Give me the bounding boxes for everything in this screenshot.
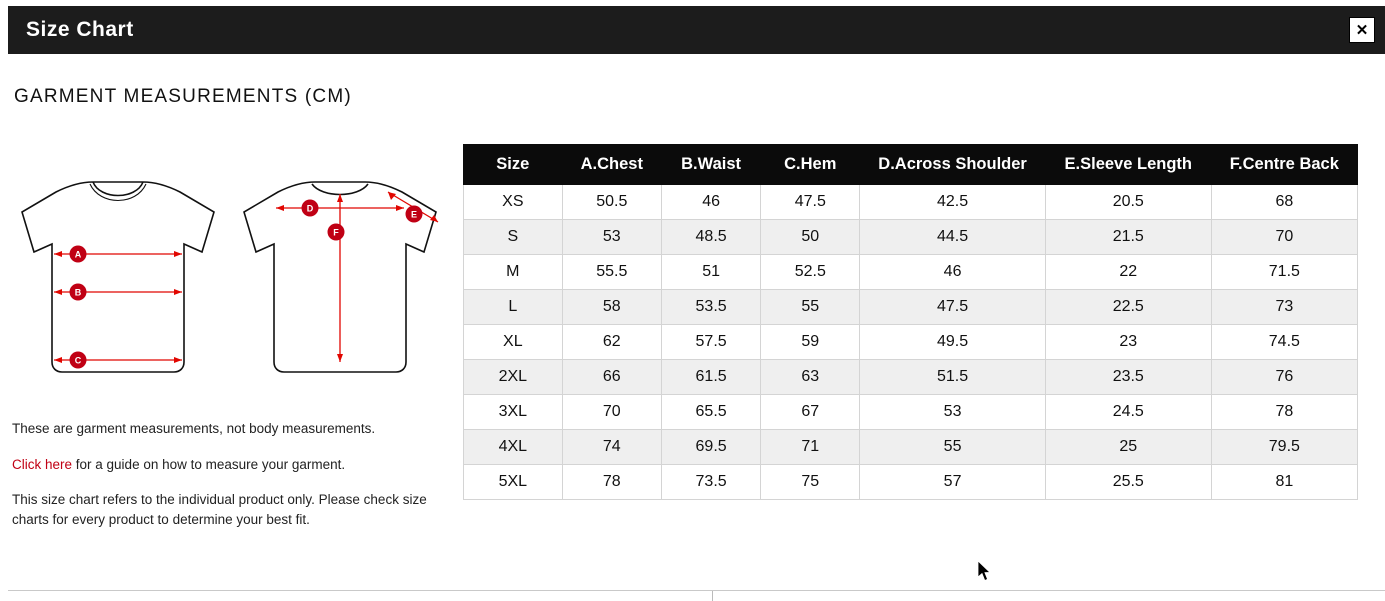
note-line-1: These are garment measurements, not body measurements. — [12, 421, 376, 436]
cell-sleeve-length: 25.5 — [1045, 464, 1211, 499]
svg-text:A: A — [74, 249, 82, 260]
cell-waist: 65.5 — [661, 394, 760, 429]
svg-text:F: F — [333, 227, 339, 238]
table-row — [464, 464, 1358, 499]
table-row — [464, 324, 1358, 359]
cell-size: 5XL — [464, 464, 563, 499]
column-header-size: Size — [464, 145, 563, 185]
cell-across-shoulder: 46 — [860, 254, 1046, 289]
cell-waist: 73.5 — [661, 464, 760, 499]
page-title: Size Chart — [26, 18, 134, 41]
column-header-hem: C.Hem — [761, 145, 860, 185]
table-row — [464, 289, 1358, 324]
column-header-across-shoulder: D.Across Shoulder — [860, 145, 1046, 185]
cell-across-shoulder: 42.5 — [860, 184, 1046, 219]
note-line-2 — [12, 455, 452, 475]
cell-hem: 67 — [761, 394, 860, 429]
cell-size: 3XL — [464, 394, 563, 429]
cell-hem: 47.5 — [761, 184, 860, 219]
cell-centre-back: 81 — [1211, 464, 1357, 499]
measurement-notes — [12, 419, 452, 545]
svg-text:B: B — [74, 287, 82, 298]
footer-tick — [712, 591, 713, 601]
cell-chest: 70 — [562, 394, 661, 429]
cell-chest: 78 — [562, 464, 661, 499]
cell-sleeve-length: 23.5 — [1045, 359, 1211, 394]
table-header-row — [464, 145, 1358, 185]
column-header-sleeve-length: E.Sleeve Length — [1045, 145, 1211, 185]
column-header-waist: B.Waist — [661, 145, 760, 185]
cell-across-shoulder: 55 — [860, 429, 1046, 464]
cell-sleeve-length: 20.5 — [1045, 184, 1211, 219]
table-row — [464, 429, 1358, 464]
cell-waist: 61.5 — [661, 359, 760, 394]
close-icon[interactable]: ✕ — [1349, 17, 1375, 43]
cell-hem: 50 — [761, 219, 860, 254]
note-line-2-rest: for a guide on how to measure your garment. — [72, 456, 346, 472]
cell-sleeve-length: 24.5 — [1045, 394, 1211, 429]
cell-waist: 53.5 — [661, 289, 760, 324]
table-row — [464, 394, 1358, 429]
cell-waist: 48.5 — [661, 219, 760, 254]
cell-size: S — [464, 219, 563, 254]
cell-sleeve-length: 21.5 — [1045, 219, 1211, 254]
table-row — [464, 254, 1358, 289]
cell-chest: 62 — [562, 324, 661, 359]
section-heading: GARMENT MEASUREMENTS (CM) — [14, 86, 352, 107]
measure-guide-link[interactable]: Click here — [12, 456, 73, 472]
cell-centre-back: 71.5 — [1211, 254, 1357, 289]
cell-sleeve-length: 22.5 — [1045, 289, 1211, 324]
svg-text:E: E — [410, 209, 418, 220]
cell-centre-back: 78 — [1211, 394, 1357, 429]
garment-diagram — [8, 164, 458, 454]
size-table-wrap — [463, 144, 1358, 500]
cell-size: XS — [464, 184, 563, 219]
size-table — [463, 144, 1358, 500]
cell-waist: 51 — [661, 254, 760, 289]
table-row — [464, 184, 1358, 219]
note-line-3: This size chart refers to the individual product only. Please check size charts for every product to determine your best fit. — [12, 492, 427, 527]
column-header-centre-back: F.Centre Back — [1211, 145, 1357, 185]
cell-chest: 66 — [562, 359, 661, 394]
cell-across-shoulder: 47.5 — [860, 289, 1046, 324]
modal-body — [8, 54, 1385, 590]
cell-hem: 63 — [761, 359, 860, 394]
cell-centre-back: 70 — [1211, 219, 1357, 254]
cell-waist: 57.5 — [661, 324, 760, 359]
cell-hem: 55 — [761, 289, 860, 324]
cell-chest: 58 — [562, 289, 661, 324]
cell-centre-back: 74.5 — [1211, 324, 1357, 359]
cell-sleeve-length: 25 — [1045, 429, 1211, 464]
cell-hem: 59 — [761, 324, 860, 359]
table-row — [464, 359, 1358, 394]
cell-hem: 52.5 — [761, 254, 860, 289]
cell-across-shoulder: 57 — [860, 464, 1046, 499]
cell-chest: 55.5 — [562, 254, 661, 289]
cell-hem: 75 — [761, 464, 860, 499]
garment-diagram-svg — [8, 164, 458, 454]
svg-text:C: C — [74, 355, 82, 366]
cell-size: XL — [464, 324, 563, 359]
cell-centre-back: 76 — [1211, 359, 1357, 394]
table-row — [464, 219, 1358, 254]
cell-centre-back: 68 — [1211, 184, 1357, 219]
cell-chest: 53 — [562, 219, 661, 254]
footer-background — [0, 591, 1385, 601]
cell-sleeve-length: 23 — [1045, 324, 1211, 359]
cell-hem: 71 — [761, 429, 860, 464]
cell-across-shoulder: 53 — [860, 394, 1046, 429]
cell-chest: 50.5 — [562, 184, 661, 219]
column-header-chest: A.Chest — [562, 145, 661, 185]
mouse-cursor — [978, 561, 992, 582]
cell-size: 4XL — [464, 429, 563, 464]
page-background-left — [0, 0, 8, 601]
cell-sleeve-length: 22 — [1045, 254, 1211, 289]
cell-size: 2XL — [464, 359, 563, 394]
cell-across-shoulder: 49.5 — [860, 324, 1046, 359]
cell-chest: 74 — [562, 429, 661, 464]
cell-centre-back: 79.5 — [1211, 429, 1357, 464]
cell-across-shoulder: 51.5 — [860, 359, 1046, 394]
cell-centre-back: 73 — [1211, 289, 1357, 324]
svg-text:D: D — [306, 203, 314, 214]
cell-waist: 69.5 — [661, 429, 760, 464]
modal-header — [8, 6, 1385, 54]
cell-waist: 46 — [661, 184, 760, 219]
cell-across-shoulder: 44.5 — [860, 219, 1046, 254]
cell-size: M — [464, 254, 563, 289]
cell-size: L — [464, 289, 563, 324]
